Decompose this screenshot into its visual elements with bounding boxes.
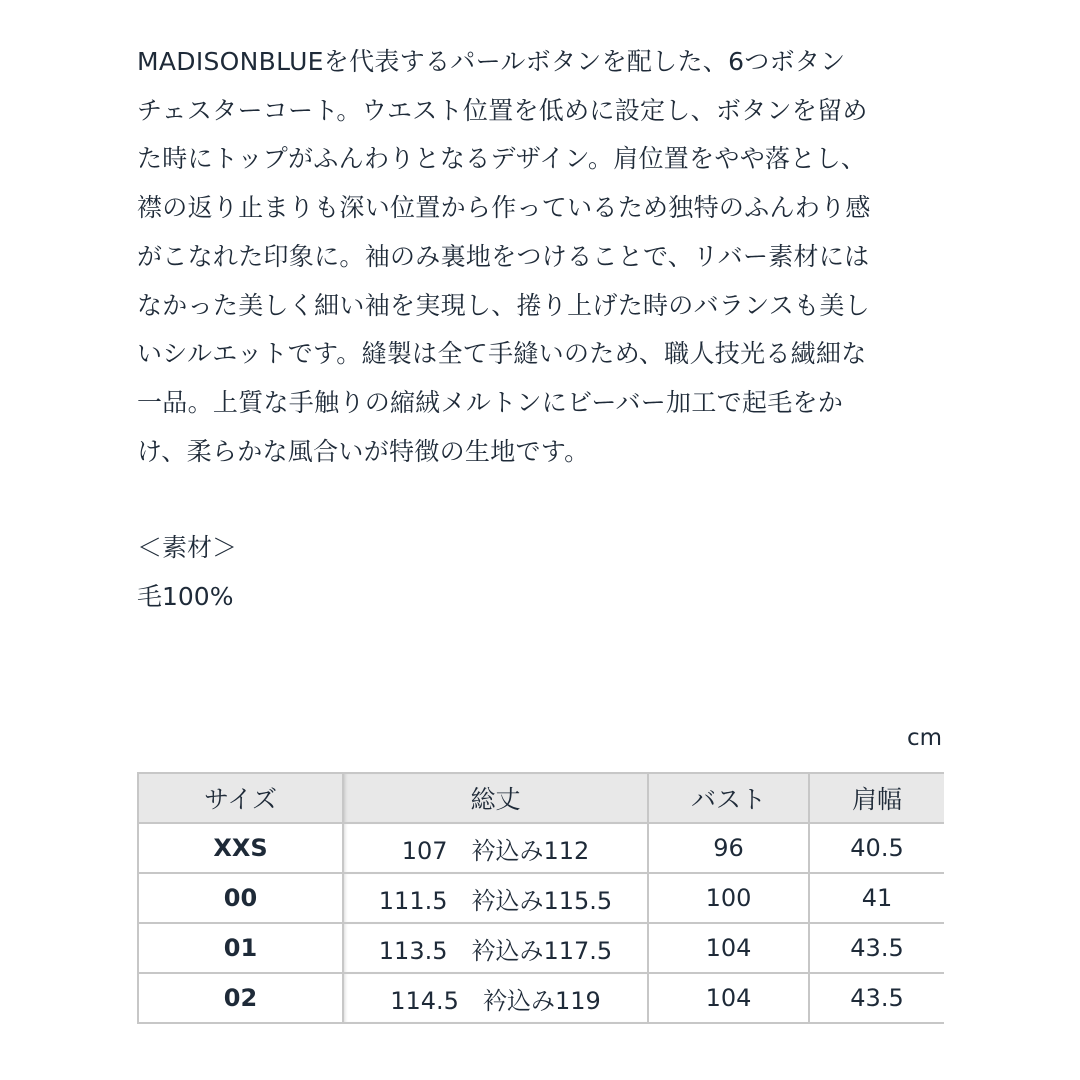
bust-cell: 96 (648, 823, 809, 873)
size-cell: 01 (138, 923, 343, 973)
size-cell: 02 (138, 973, 343, 1023)
table-row (138, 873, 944, 923)
size-cell: 00 (138, 873, 343, 923)
table-header-row (138, 773, 944, 823)
bust-cell: 104 (648, 973, 809, 1023)
shoulder-cell: 40.5 (809, 823, 944, 873)
description-line: チェスターコート。ウエスト位置を低めに設定し、ボタンを留め (137, 95, 868, 125)
size-cell: XXS (138, 823, 343, 873)
description-line: がこなれた印象に。袖のみ裏地をつけることで、リバー素材には (137, 241, 870, 271)
table-row (138, 973, 944, 1023)
description-line: け、柔らかな風合いが特徴の生地です。 (137, 436, 590, 466)
material-heading: ＜素材＞ (137, 533, 238, 562)
shoulder-cell: 43.5 (850, 984, 904, 1012)
header-size: サイズ (138, 773, 343, 823)
shoulder-cell: 43.5 (809, 923, 944, 973)
length-cell: 114.5 衿込み119 (343, 973, 648, 1023)
table-row (138, 823, 944, 873)
material-section (137, 524, 237, 621)
description-line: なかった美しく細い袖を実現し、捲り上げた時のバランスも美し (137, 290, 870, 320)
length-cell: 107 衿込み112 (343, 823, 648, 873)
bust-cell: 100 (648, 873, 809, 923)
header-shoulder: 肩幅 (809, 773, 944, 823)
product-description (137, 38, 942, 476)
header-length: 総丈 (343, 773, 648, 823)
material-value: 毛100% (137, 581, 234, 611)
bust-cell: 104 (648, 923, 809, 973)
description-line: いシルエットです。縫製は全て手縫いのため、職人技光る繊細な (137, 339, 867, 369)
unit-label: cm (906, 725, 942, 751)
table-row (138, 923, 944, 973)
length-cell: 111.5 衿込み115.5 (343, 873, 648, 923)
size-table (137, 772, 944, 1024)
description-line: 一品。上質な手触りの縮絨メルトンにビーバー加工で起毛をか (137, 387, 844, 417)
shoulder-cell: 41 (809, 873, 944, 923)
header-bust: バスト (648, 773, 809, 823)
description-line: た時にトップがふんわりとなるデザイン。肩位置をやや落とし、 (137, 144, 867, 174)
description-line: MADISONBLUEを代表するパールボタンを配した、6つボタン (137, 47, 846, 76)
description-line: 襟の返り止まりも深い位置から作っているため独特のふんわり感 (137, 193, 871, 223)
length-cell: 113.5 衿込み117.5 (343, 923, 648, 973)
